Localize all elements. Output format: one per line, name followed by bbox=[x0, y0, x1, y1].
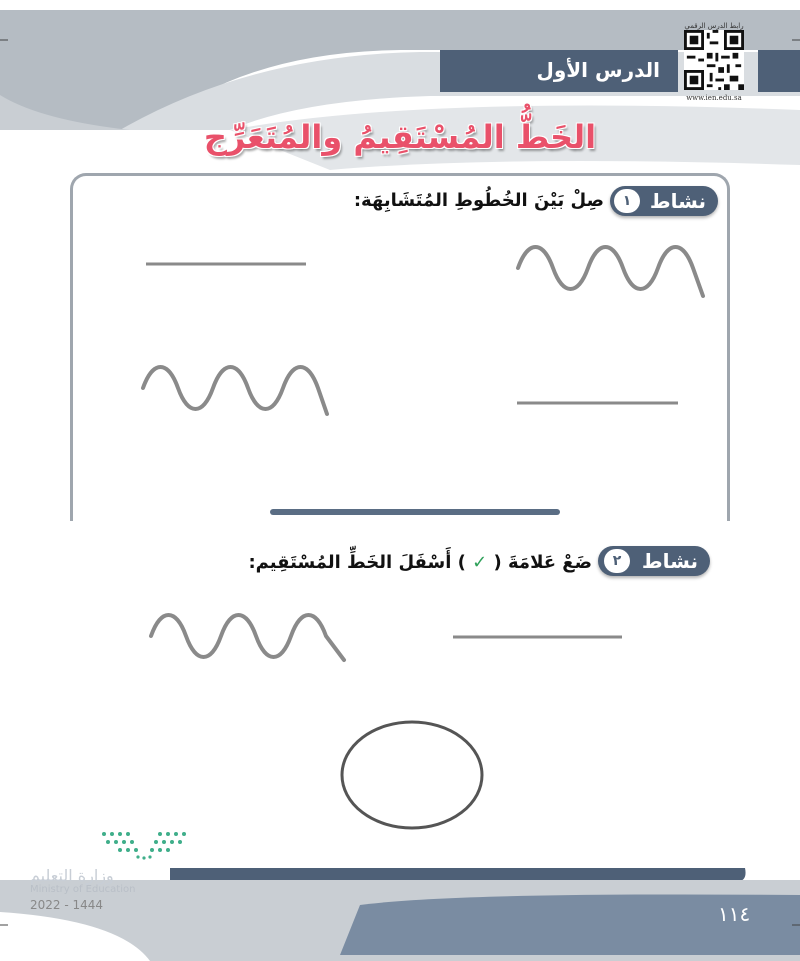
activity1-instruction: صِلْ بَيْنَ الخُطُوطِ المُتَشَابِهَة: bbox=[353, 190, 604, 211]
activity2-instruction-before: ضَعْ عَلامَةَ ( bbox=[493, 552, 592, 573]
activity2-number: ٢ bbox=[604, 549, 630, 573]
edition-year: 2022 - 1444 bbox=[30, 898, 104, 912]
answer-circle bbox=[342, 722, 482, 828]
ministry-name-english: Ministry of Education bbox=[30, 884, 136, 895]
activity1-label: نشاط bbox=[649, 189, 706, 213]
activity2-label: نشاط bbox=[641, 549, 698, 573]
activity2-instruction-after: ) أَسْفَلَ الخَطِّ المُسْتَقِيم: bbox=[248, 552, 466, 573]
lesson-title: الخَطُّ المُسْتَقِيمُ والمُتَعَرِّج bbox=[203, 118, 597, 156]
qr-url[interactable]: www.ien.edu.sa bbox=[686, 94, 742, 102]
ministry-logo bbox=[98, 828, 190, 862]
qr-caption: رابط الدرس الرقمي bbox=[684, 22, 744, 30]
lesson-label: الدرس الأول bbox=[536, 58, 660, 82]
ministry-name-arabic: وزارة التعليم bbox=[30, 866, 114, 885]
activity1-number: ١ bbox=[614, 189, 640, 213]
page-number: ١١٤ bbox=[718, 902, 751, 926]
check-mark-icon: ✓ bbox=[472, 552, 488, 573]
wavy-line bbox=[151, 615, 344, 660]
